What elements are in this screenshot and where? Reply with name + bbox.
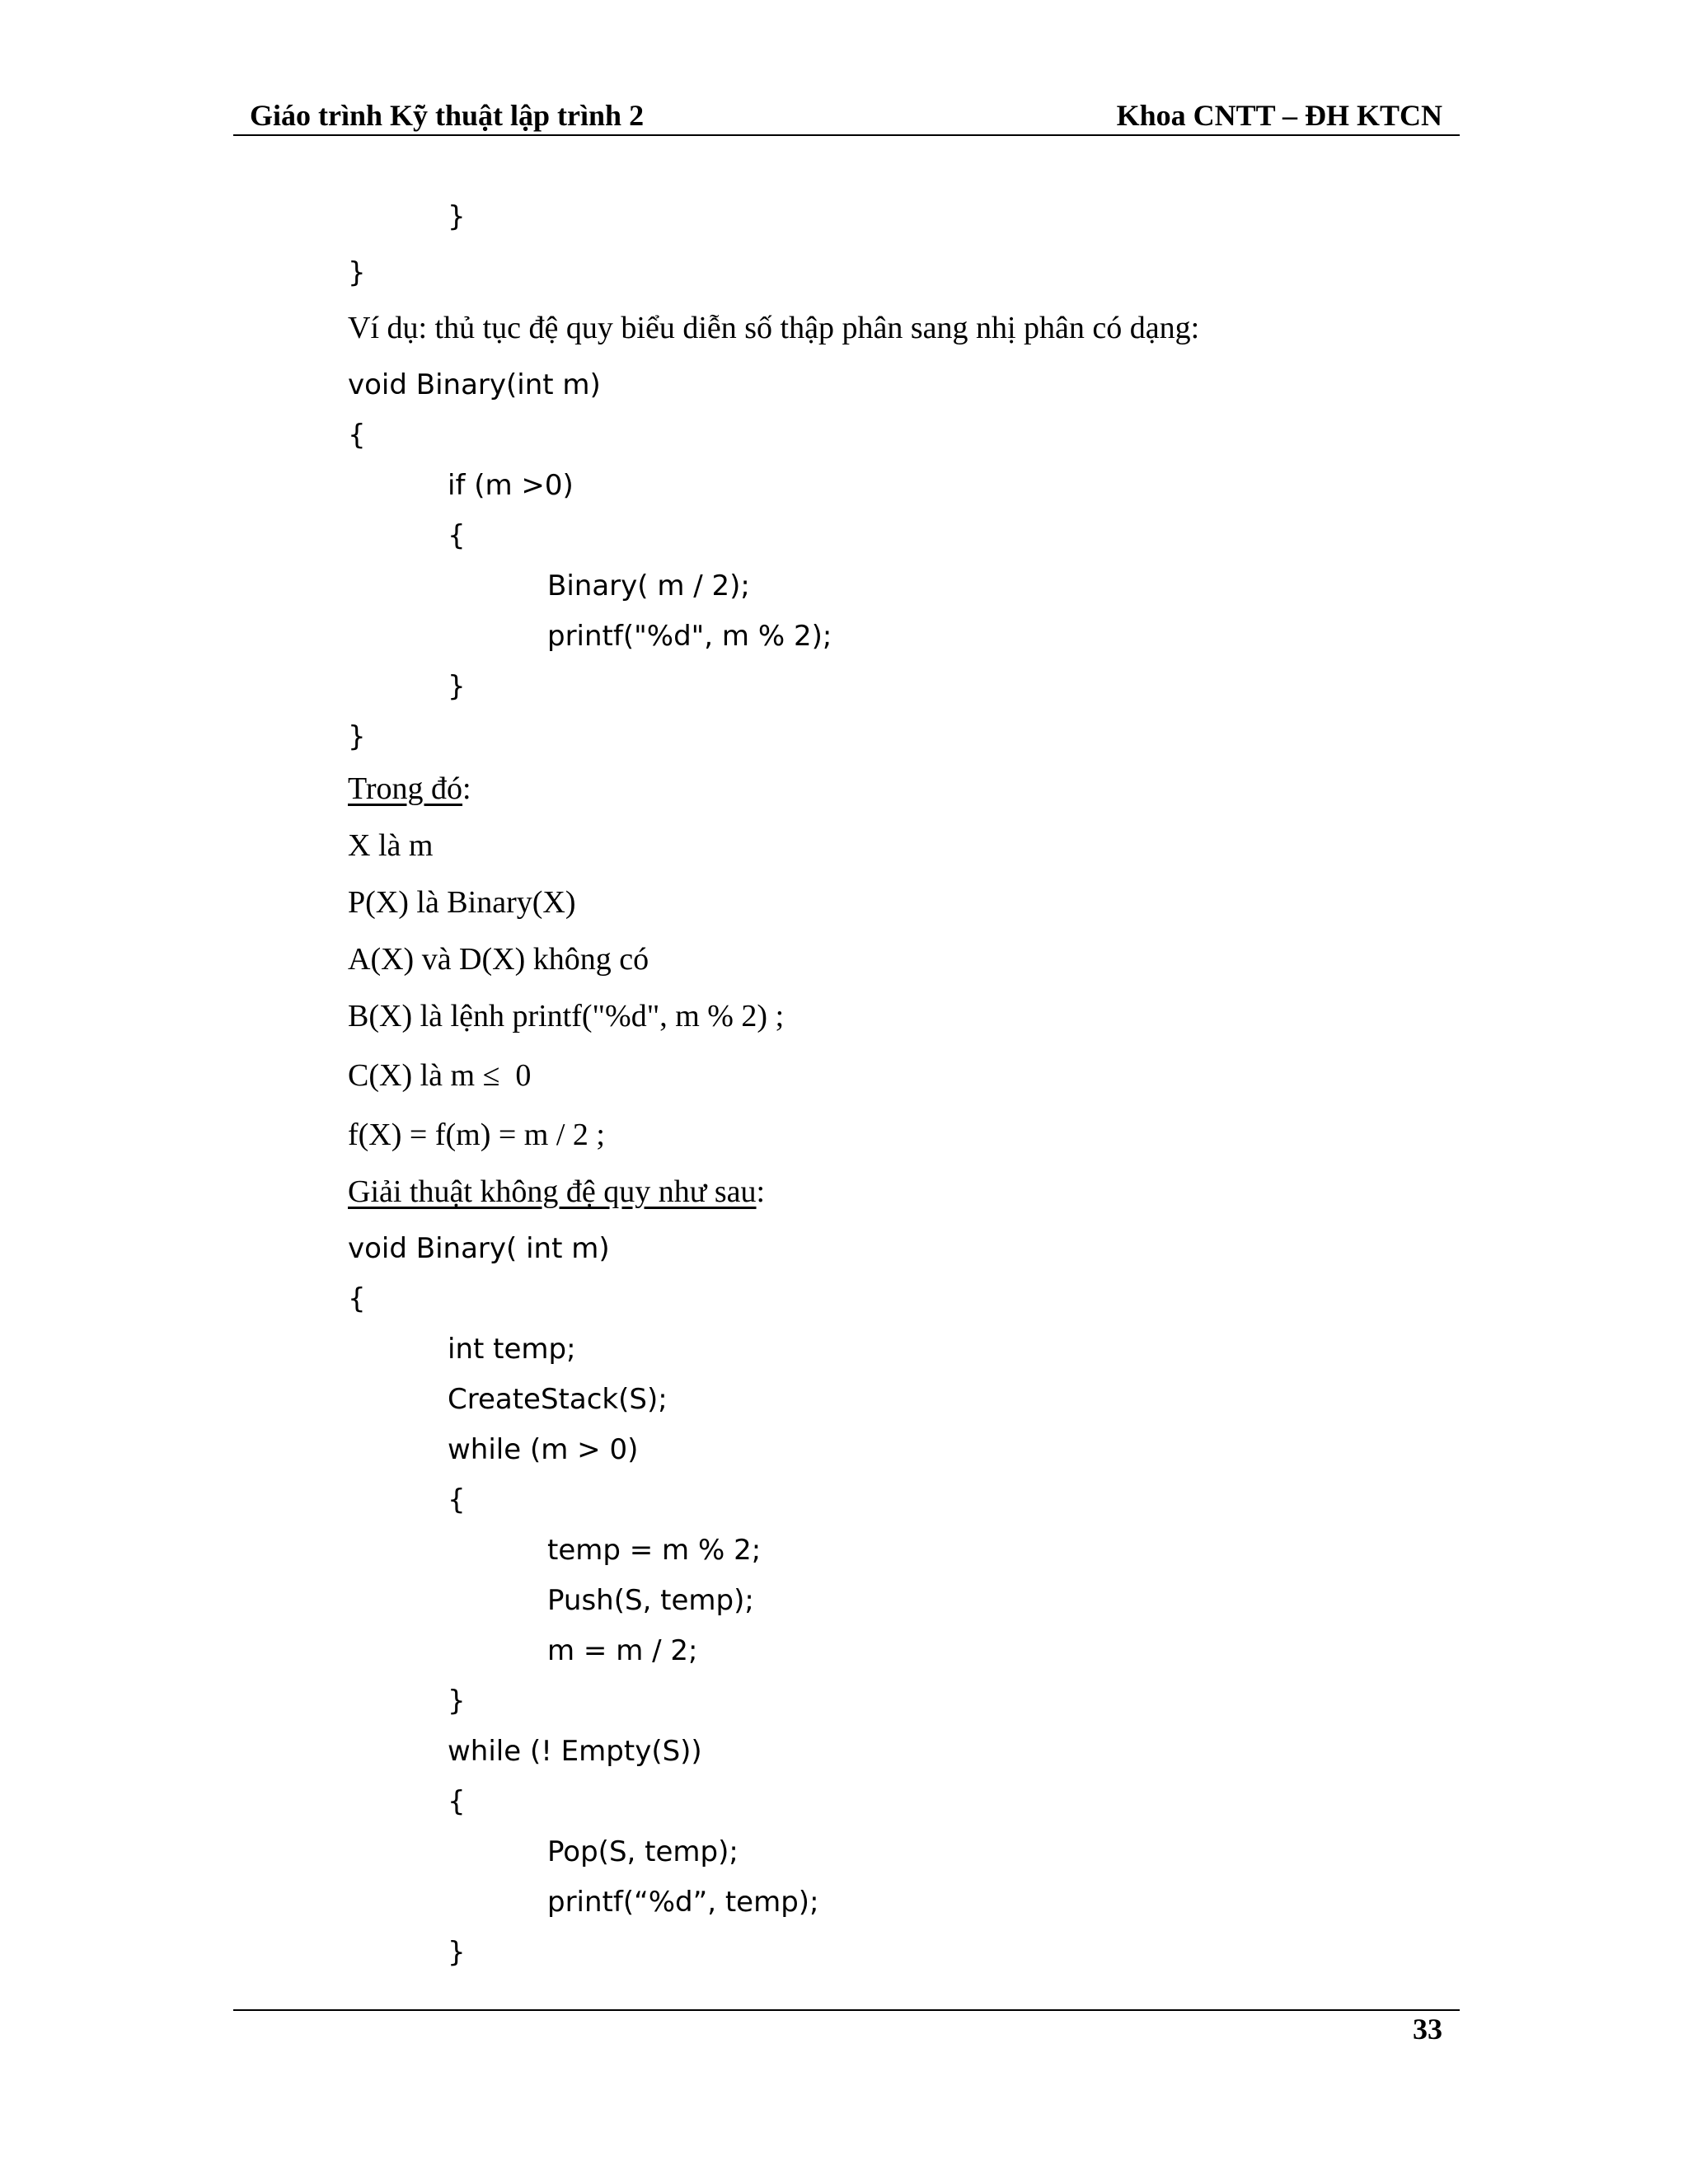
footer-rule xyxy=(233,2009,1460,2011)
nonrec-colon: : xyxy=(756,1174,766,1209)
code-line: { xyxy=(348,419,366,452)
header-faculty: Khoa CNTT – ĐH KTCN xyxy=(1116,99,1442,132)
code-line: } xyxy=(348,256,366,289)
code-line: } xyxy=(348,720,366,753)
code-line: void Binary( int m) xyxy=(348,1232,610,1265)
code-line: if (m >0) xyxy=(448,469,574,502)
code-line: while (! Empty(S)) xyxy=(448,1735,702,1768)
where-heading xyxy=(348,768,471,809)
nonrec-label: Giải thuật không đệ quy như sau xyxy=(348,1174,757,1209)
where-item: P(X) là Binary(X) xyxy=(348,885,576,920)
header-title: Giáo trình Kỹ thuật lập trình 2 xyxy=(250,99,645,132)
code-line: } xyxy=(448,200,466,233)
nonrec-heading xyxy=(348,1171,765,1212)
code-line: { xyxy=(448,519,466,552)
code-line: Binary( m / 2); xyxy=(547,569,750,602)
code-line: { xyxy=(348,1282,366,1315)
code-line: printf("%d", m % 2); xyxy=(547,620,832,653)
where-item: f(X) = f(m) = m / 2 ; xyxy=(348,1118,605,1152)
where-colon: : xyxy=(462,771,471,806)
example-intro: Ví dụ: thủ tục đệ quy biểu diễn số thập phân sang nhị phân có dạng: xyxy=(348,311,1200,345)
header-rule xyxy=(233,134,1460,136)
code-line: CreateStack(S); xyxy=(448,1383,668,1416)
code-line: { xyxy=(448,1483,466,1516)
code-line: } xyxy=(448,1685,466,1718)
where-item: A(X) và D(X) không có xyxy=(348,942,649,977)
code-line: while (m > 0) xyxy=(448,1433,639,1466)
code-line: int temp; xyxy=(448,1333,576,1366)
where-item: B(X) là lệnh printf("%d", m % 2) ; xyxy=(348,999,785,1033)
code-line: printf(“%d”, temp); xyxy=(547,1886,819,1919)
code-line: } xyxy=(448,670,466,703)
code-line: m = m / 2; xyxy=(547,1634,698,1667)
code-line: Push(S, temp); xyxy=(547,1584,754,1617)
code-line: void Binary(int m) xyxy=(348,368,601,401)
code-line: temp = m % 2; xyxy=(547,1534,762,1567)
where-item: X là m xyxy=(348,828,434,863)
code-line: } xyxy=(448,1936,466,1969)
page-number: 33 xyxy=(1413,2013,1442,2046)
code-line: Pop(S, temp); xyxy=(547,1835,738,1868)
code-line: { xyxy=(448,1785,466,1818)
where-label: Trong đó xyxy=(348,771,463,806)
where-item: C(X) là m ≤ 0 xyxy=(348,1058,532,1093)
